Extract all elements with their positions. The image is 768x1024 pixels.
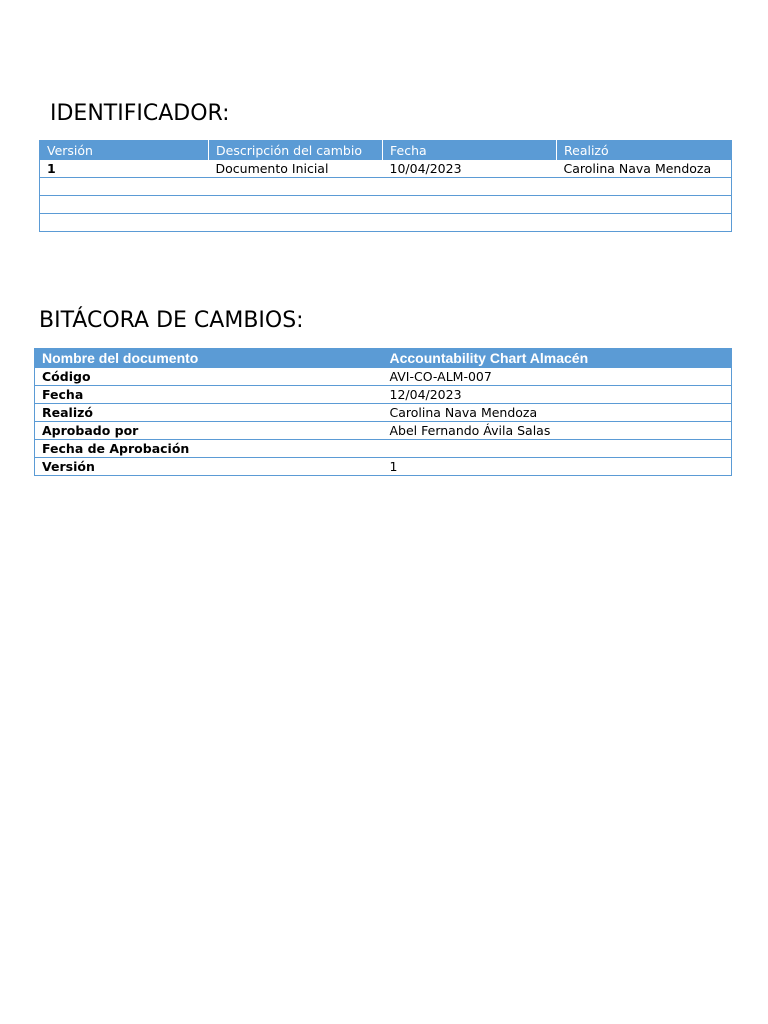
column-header-date: Fecha bbox=[383, 141, 557, 160]
document-info-table bbox=[34, 348, 732, 476]
cell-description bbox=[209, 196, 383, 214]
cell-version bbox=[40, 214, 209, 232]
cell-version bbox=[40, 178, 209, 196]
table-row bbox=[40, 214, 732, 232]
column-header-version: Versión bbox=[40, 141, 209, 160]
row-label: Fecha bbox=[35, 386, 383, 404]
cell-version bbox=[40, 196, 209, 214]
table-row bbox=[35, 458, 732, 476]
table-row bbox=[40, 160, 732, 178]
header-document-name-label: Nombre del documento bbox=[35, 349, 383, 368]
header-document-name-value: Accountability Chart Almacén bbox=[383, 349, 732, 368]
row-value bbox=[383, 440, 732, 458]
table-row bbox=[35, 386, 732, 404]
cell-date bbox=[383, 178, 557, 196]
bitacora-heading: BITÁCORA DE CAMBIOS: bbox=[39, 308, 304, 333]
cell-description bbox=[209, 214, 383, 232]
cell-description: Documento Inicial bbox=[209, 160, 383, 178]
cell-version: 1 bbox=[40, 160, 209, 178]
table-header-row bbox=[40, 141, 732, 160]
table-row bbox=[35, 368, 732, 386]
row-label: Realizó bbox=[35, 404, 383, 422]
cell-date bbox=[383, 196, 557, 214]
cell-author bbox=[557, 196, 732, 214]
cell-date: 10/04/2023 bbox=[383, 160, 557, 178]
row-label: Aprobado por bbox=[35, 422, 383, 440]
cell-author bbox=[557, 214, 732, 232]
row-value: AVI-CO-ALM-007 bbox=[383, 368, 732, 386]
table-row bbox=[40, 196, 732, 214]
table-row bbox=[35, 404, 732, 422]
row-value: 12/04/2023 bbox=[383, 386, 732, 404]
revision-history-table bbox=[39, 140, 732, 232]
row-value: Carolina Nava Mendoza bbox=[383, 404, 732, 422]
table-header-row bbox=[35, 349, 732, 368]
table-row bbox=[40, 178, 732, 196]
cell-description bbox=[209, 178, 383, 196]
row-value: 1 bbox=[383, 458, 732, 476]
identificador-heading: IDENTIFICADOR: bbox=[50, 101, 230, 126]
row-label: Versión bbox=[35, 458, 383, 476]
cell-author: Carolina Nava Mendoza bbox=[557, 160, 732, 178]
table-row bbox=[35, 422, 732, 440]
column-header-author: Realizó bbox=[557, 141, 732, 160]
cell-date bbox=[383, 214, 557, 232]
column-header-description: Descripción del cambio bbox=[209, 141, 383, 160]
row-label: Fecha de Aprobación bbox=[35, 440, 383, 458]
cell-author bbox=[557, 178, 732, 196]
row-value: Abel Fernando Ávila Salas bbox=[383, 422, 732, 440]
table-row bbox=[35, 440, 732, 458]
row-label: Código bbox=[35, 368, 383, 386]
